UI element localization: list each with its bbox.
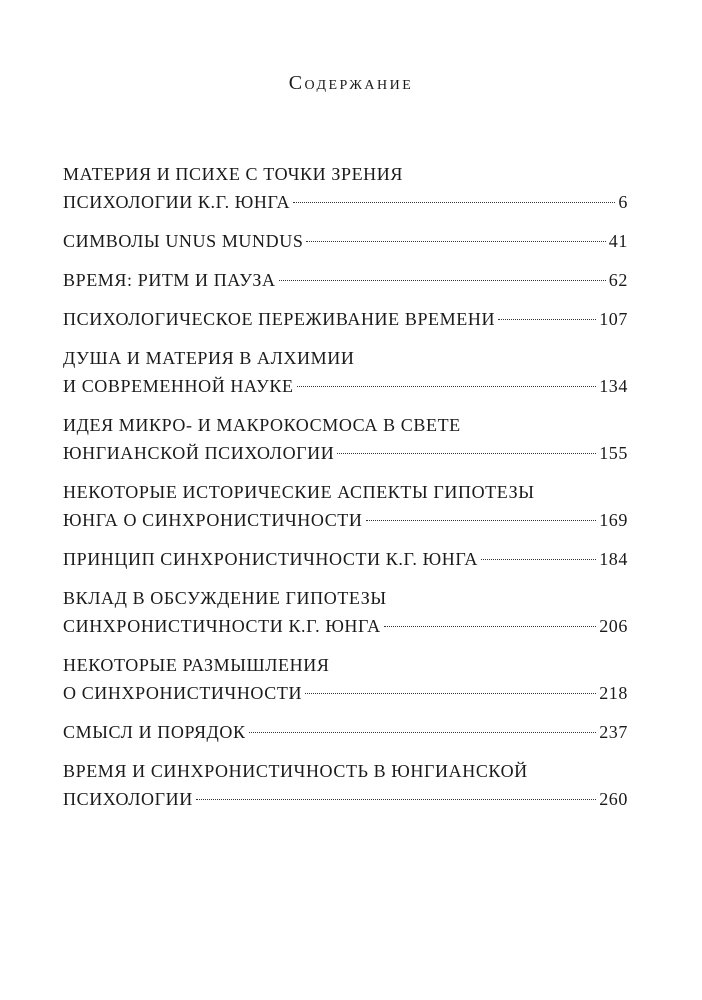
toc-entry-title-line: СИМВОЛЫ UNUS MUNDUS xyxy=(63,231,304,251)
toc-entry-page-number: 260 xyxy=(599,789,628,809)
dot-leader xyxy=(306,241,605,242)
toc-entry-last-line xyxy=(63,305,628,333)
toc-list xyxy=(63,160,628,824)
toc-entry-page-number: 6 xyxy=(618,192,628,212)
toc-entry[interactable] xyxy=(63,305,628,333)
toc-entry-page-number: 41 xyxy=(608,231,628,251)
toc-entry-title-line: ДУША И МАТЕРИЯ В АЛХИМИИ xyxy=(63,348,355,368)
toc-entry[interactable] xyxy=(63,545,628,573)
toc-entry-last-line xyxy=(63,506,628,534)
toc-entry-title-line: И СОВРЕМЕННОЙ НАУКЕ xyxy=(63,376,294,396)
toc-entry-title-line: ЮНГИАНСКОЙ ПСИХОЛОГИИ xyxy=(63,443,335,463)
toc-entry-page-number: 237 xyxy=(599,722,628,742)
toc-entry-page-number: 184 xyxy=(599,549,628,569)
toc-entry-title-line: НЕКОТОРЫЕ РАЗМЫШЛЕНИЯ xyxy=(63,655,330,675)
toc-entry[interactable] xyxy=(63,160,628,216)
toc-entry-title-line: ВРЕМЯ И СИНХРОНИСТИЧНОСТЬ В ЮНГИАНСКОЙ xyxy=(63,761,528,781)
toc-entry-page-number: 62 xyxy=(608,270,628,290)
toc-entry-title-line: СМЫСЛ И ПОРЯДОК xyxy=(63,722,246,742)
dot-leader xyxy=(305,693,596,694)
toc-entry-title-line: ПСИХОЛОГИЧЕСКОЕ ПЕРЕЖИВАНИЕ ВРЕМЕНИ xyxy=(63,309,496,329)
dot-leader xyxy=(249,732,597,733)
toc-entry[interactable] xyxy=(63,227,628,255)
toc-entry-title-line: ВРЕМЯ: РИТМ И ПАУЗА xyxy=(63,270,276,290)
toc-entry-last-line xyxy=(63,439,628,467)
toc-entry[interactable] xyxy=(63,266,628,294)
toc-entry-page-number: 107 xyxy=(599,309,628,329)
toc-entry-page-number: 169 xyxy=(599,510,628,530)
toc-entry-last-line xyxy=(63,227,628,255)
toc-entry-page-number: 218 xyxy=(599,683,628,703)
toc-entry-last-line xyxy=(63,188,628,216)
toc-title: Содержание xyxy=(288,72,414,94)
toc-entry-last-line xyxy=(63,266,628,294)
toc-entry[interactable] xyxy=(63,411,628,467)
toc-entry-title-line: ПРИНЦИП СИНХРОНИСТИЧНОСТИ К.Г. ЮНГА xyxy=(63,549,478,569)
toc-entry-page-number: 134 xyxy=(599,376,628,396)
dot-leader xyxy=(366,520,597,521)
toc-entry[interactable] xyxy=(63,584,628,640)
dot-leader xyxy=(196,799,596,800)
dot-leader xyxy=(384,626,597,627)
toc-entry-last-line xyxy=(63,718,628,746)
dot-leader xyxy=(498,319,596,320)
toc-entry-title-line: ЮНГА О СИНХРОНИСТИЧНОСТИ xyxy=(63,510,363,530)
toc-entry-title-line: СИНХРОНИСТИЧНОСТИ К.Г. ЮНГА xyxy=(63,616,381,636)
toc-entry-last-line xyxy=(63,545,628,573)
toc-entry[interactable] xyxy=(63,344,628,400)
toc-entry-title-line: МАТЕРИЯ И ПСИХЕ С ТОЧКИ ЗРЕНИЯ xyxy=(63,164,403,184)
toc-entry-title-line: ИДЕЯ МИКРО- И МАКРОКОСМОСА В СВЕТЕ xyxy=(63,415,461,435)
toc-entry-title-line: ПСИХОЛОГИИ К.Г. ЮНГА xyxy=(63,192,291,212)
dot-leader xyxy=(279,280,606,281)
toc-entry[interactable] xyxy=(63,478,628,534)
toc-entry[interactable] xyxy=(63,718,628,746)
toc-entry[interactable] xyxy=(63,651,628,707)
dot-leader xyxy=(481,559,596,560)
toc-entry-page-number: 206 xyxy=(599,616,628,636)
toc-entry-title-line: О СИНХРОНИСТИЧНОСТИ xyxy=(63,683,303,703)
toc-entry-title-line: ВКЛАД В ОБСУЖДЕНИЕ ГИПОТЕЗЫ xyxy=(63,588,387,608)
toc-entry-last-line xyxy=(63,679,628,707)
toc-entry-last-line xyxy=(63,612,628,640)
toc-entry-last-line xyxy=(63,372,628,400)
dot-leader xyxy=(297,386,597,387)
toc-entry-title-line: НЕКОТОРЫЕ ИСТОРИЧЕСКИЕ АСПЕКТЫ ГИПОТЕЗЫ xyxy=(63,482,535,502)
dot-leader xyxy=(337,453,596,454)
toc-entry-last-line xyxy=(63,785,628,813)
dot-leader xyxy=(293,202,615,203)
toc-entry-title-line: ПСИХОЛОГИИ xyxy=(63,789,193,809)
toc-entry[interactable] xyxy=(63,757,628,813)
toc-entry-page-number: 155 xyxy=(599,443,628,463)
